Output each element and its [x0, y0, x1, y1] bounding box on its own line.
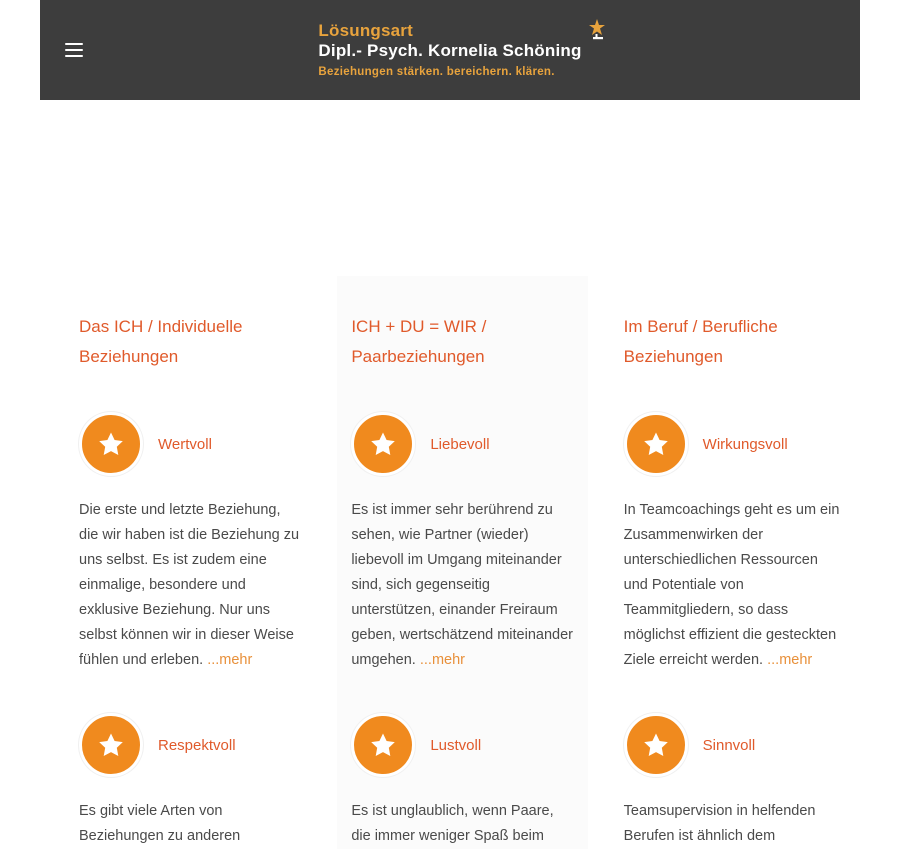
item-header: [79, 412, 301, 476]
item-text: [351, 498, 573, 673]
star-badge-icon: [624, 412, 688, 476]
item-header: [351, 412, 573, 476]
site-logo[interactable]: [318, 21, 581, 79]
list-item: [624, 412, 846, 673]
item-body: Es ist unglaublich, wenn Paare, die immer weniger Spaß beim: [351, 803, 554, 844]
item-body: Es ist immer sehr berührend zu sehen, wie Partner (wieder) liebevoll im Umgang miteinander sind, sich gegenseitig unterstützen, einander Freiraum geben, wertschätzend miteinander umgehen.: [351, 502, 573, 668]
site-header: [40, 0, 860, 100]
read-more-link[interactable]: ...mehr: [767, 652, 813, 668]
star-badge-icon: [79, 713, 143, 777]
read-more-link[interactable]: ...mehr: [207, 652, 253, 668]
read-more-link[interactable]: ...mehr: [419, 652, 465, 668]
column-title: ICH + DU = WIR / Paarbeziehungen: [351, 317, 487, 366]
item-text: [624, 498, 846, 673]
logo-line-1: Lösungsart: [318, 20, 413, 40]
lamp-icon: [584, 17, 610, 43]
star-badge-icon: [351, 412, 415, 476]
star-badge-icon: [624, 713, 688, 777]
item-header: [79, 713, 301, 777]
content-columns: [40, 100, 860, 849]
column-title: Das ICH / Individuelle Beziehungen: [79, 317, 243, 366]
logo-line-2: Dipl.- Psych. Kornelia Schöning: [318, 41, 582, 61]
item-text: [624, 799, 846, 849]
item-header: [351, 713, 573, 777]
logo-line-3: Beziehungen stärken. bereichern. klären.: [318, 65, 555, 78]
item-body: Die erste und letzte Beziehung, die wir haben ist die Beziehung zu uns selbst. Es ist zudem eine einmalige, besondere und exklusive Beziehung. Nur uns selbst können wir in dieser Weise fühlen und erleben.: [79, 502, 300, 668]
list-item: [624, 713, 846, 849]
item-label[interactable]: Wertvoll: [158, 435, 212, 453]
item-text: [351, 799, 573, 849]
column-paarbeziehungen: [337, 276, 587, 849]
list-item: [351, 412, 573, 673]
list-item: [79, 713, 301, 849]
item-label[interactable]: Lustvoll: [430, 736, 482, 754]
column-title: Im Beruf / Berufliche Beziehungen: [623, 317, 778, 366]
column-berufliche-beziehungen: [610, 276, 860, 849]
item-body: In Teamcoachings geht es um ein Zusammenwirken der unterschiedlichen Ressourcen und Potentiale von Teammitgliedern, so dass möglichst effizient die gesteckten Ziele erreicht werden.: [623, 502, 840, 668]
item-label[interactable]: Respektvoll: [158, 736, 236, 754]
item-header: [624, 713, 846, 777]
item-label[interactable]: Sinnvoll: [702, 736, 756, 754]
star-badge-icon: [351, 713, 415, 777]
item-label[interactable]: Wirkungsvoll: [702, 435, 788, 453]
item-body: Es gibt viele Arten von Beziehungen zu anderen: [79, 803, 241, 844]
list-item: [351, 713, 573, 849]
hamburger-menu-icon[interactable]: [65, 43, 83, 57]
list-item: [79, 412, 301, 673]
site-canvas: [40, 0, 860, 849]
item-header: [624, 412, 846, 476]
item-text: [79, 799, 301, 849]
column-individuelle-beziehungen: [65, 276, 315, 849]
item-text: [79, 498, 301, 673]
star-badge-icon: [79, 412, 143, 476]
item-label[interactable]: Liebevoll: [430, 435, 490, 453]
item-body: Teamsupervision in helfenden Berufen ist ähnlich dem: [623, 803, 816, 844]
